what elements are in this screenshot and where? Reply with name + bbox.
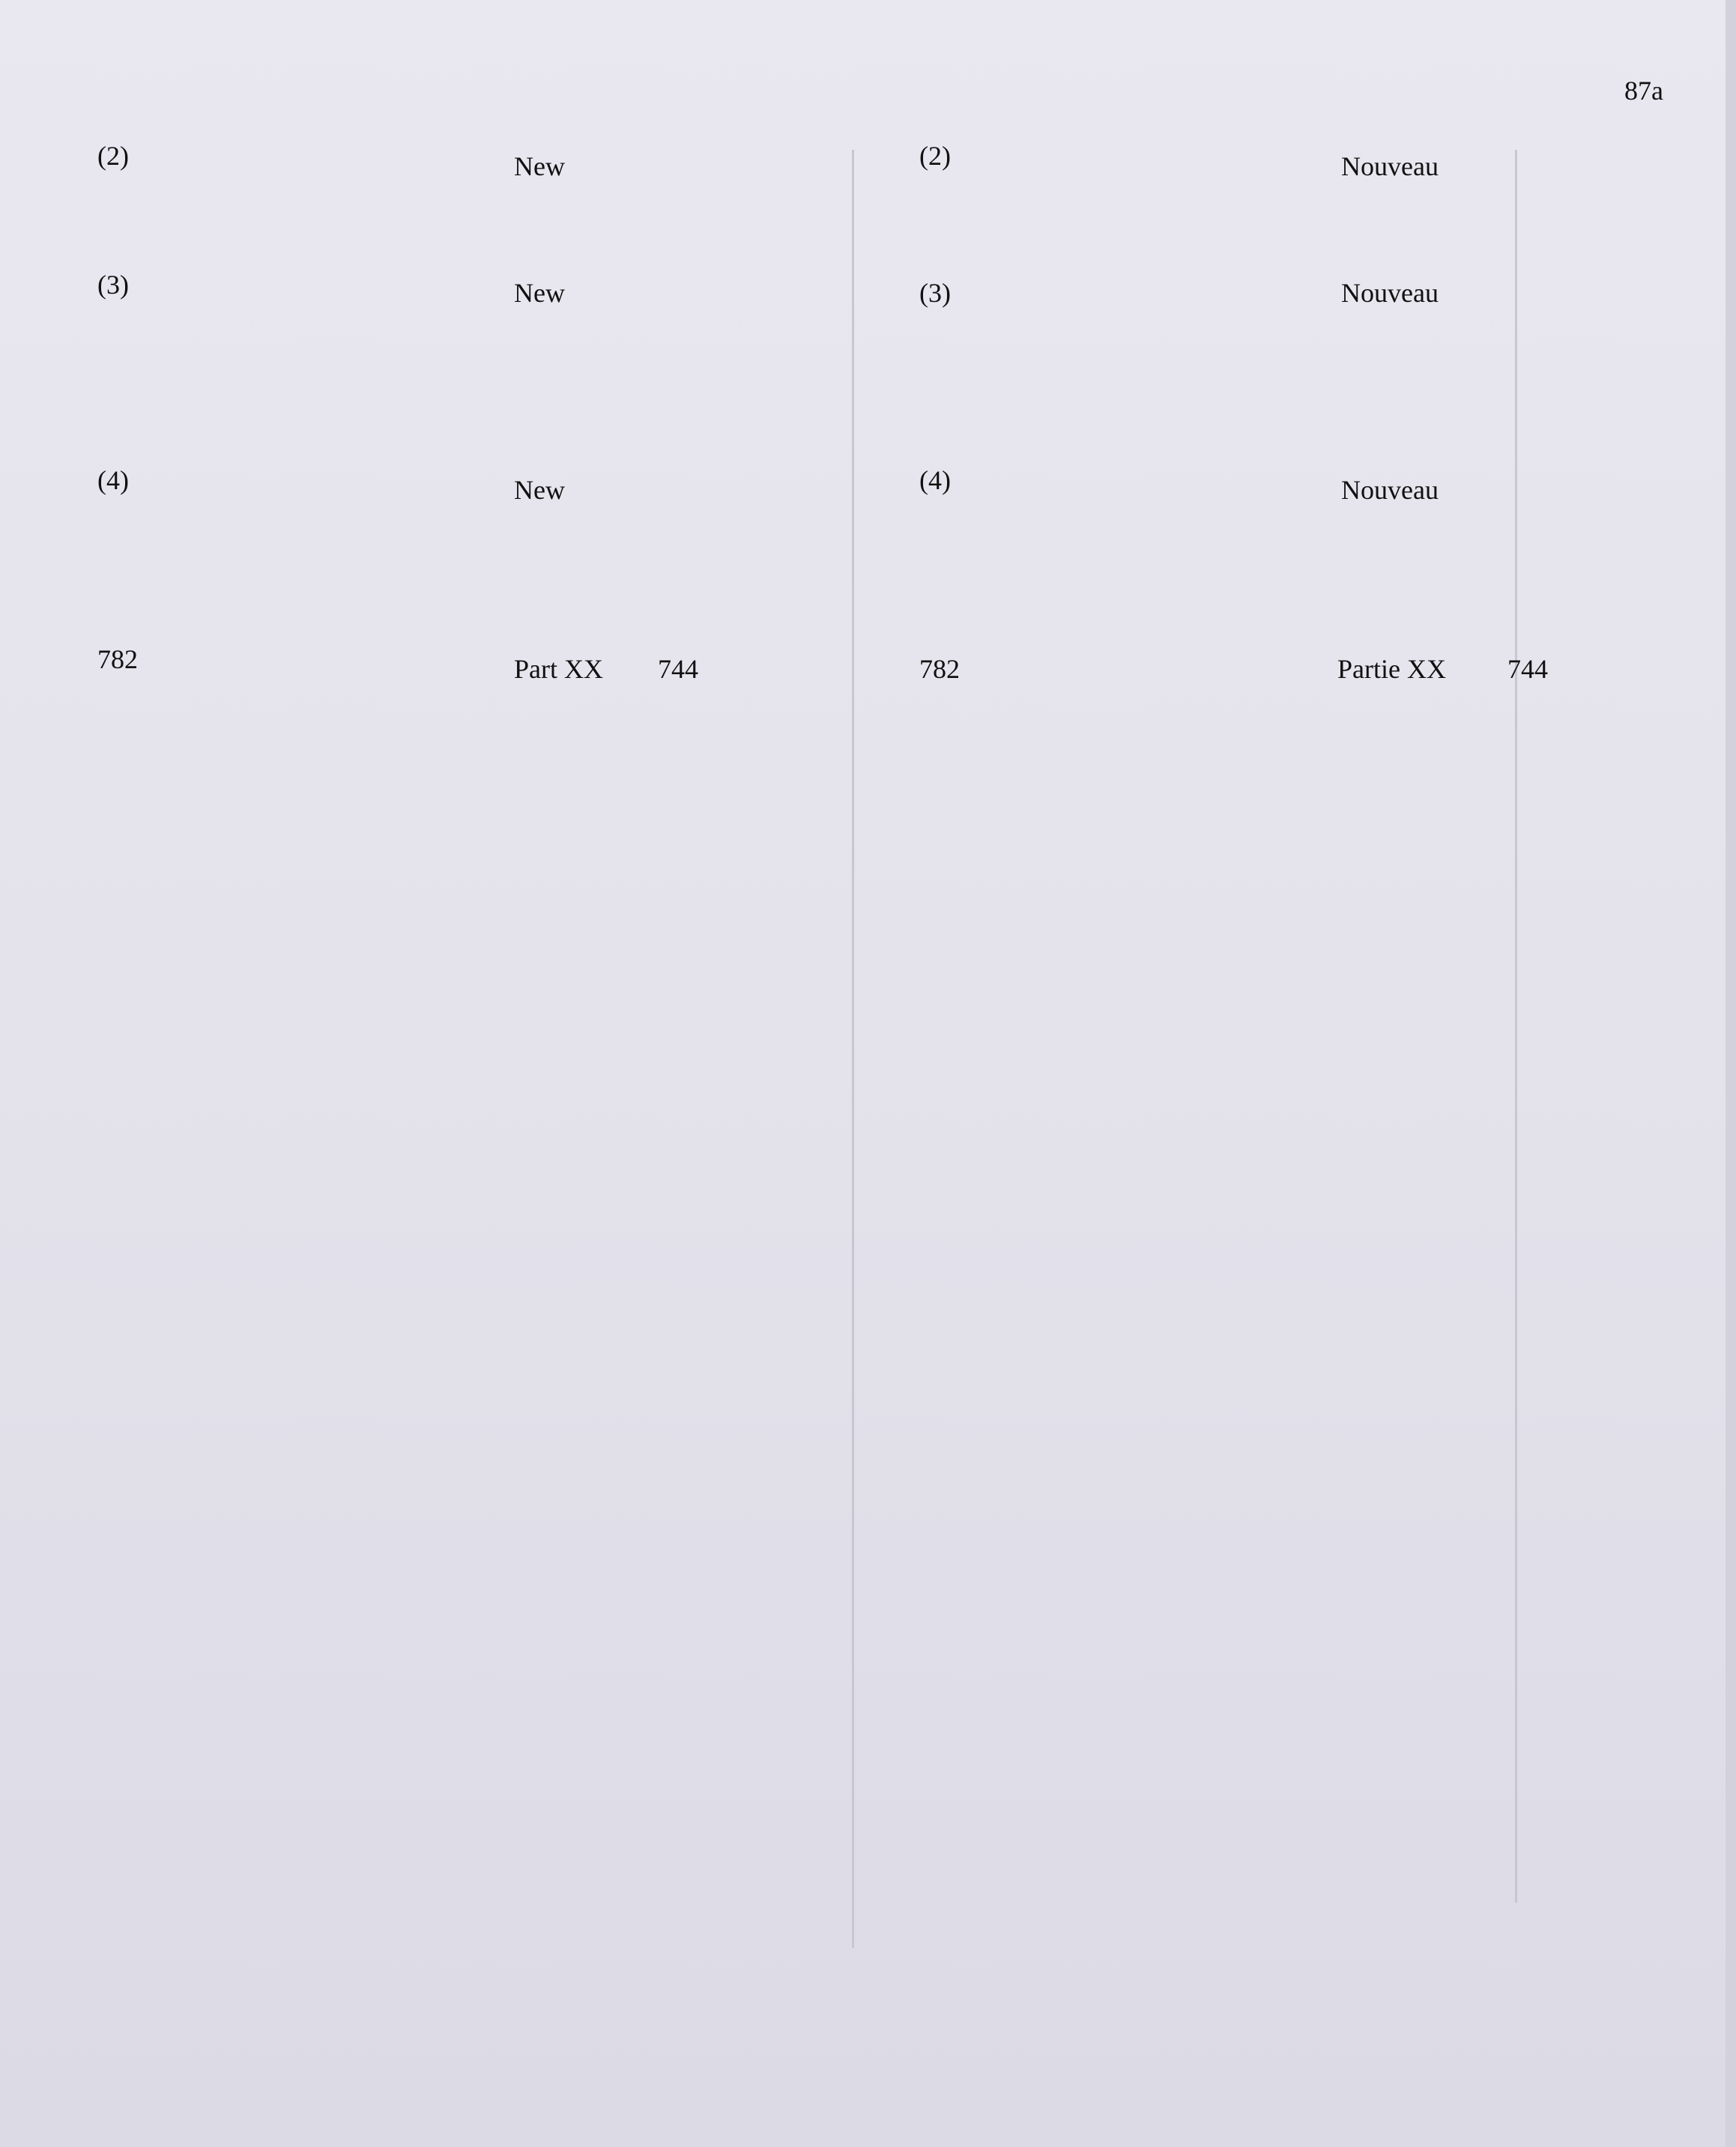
left-status-3: New [514,278,565,308]
left-subsection-marker-2: (2) [97,141,129,171]
right-reference-section: 744 [1507,654,1548,684]
right-status-4: Nouveau [1341,475,1439,505]
left-reference-number: 782 [97,644,138,674]
column-divider-left [852,150,854,1948]
right-reference-part: Partie XX [1337,654,1446,684]
left-reference-part: Part XX [514,654,603,684]
left-subsection-marker-3: (3) [97,270,129,300]
page-number: 87a [1624,76,1663,106]
left-status-4: New [514,475,565,505]
right-subsection-marker-4: (4) [919,465,951,495]
right-status-3: Nouveau [1341,278,1439,308]
left-subsection-marker-4: (4) [97,465,129,495]
right-subsection-marker-3: (3) [919,278,951,308]
column-divider-right [1515,150,1517,1903]
right-subsection-marker-2: (2) [919,141,951,171]
right-status-2: Nouveau [1341,151,1439,181]
left-status-2: New [514,151,565,181]
left-reference-section: 744 [658,654,698,684]
page-edge [1726,0,1736,2147]
right-reference-number: 782 [919,654,960,684]
